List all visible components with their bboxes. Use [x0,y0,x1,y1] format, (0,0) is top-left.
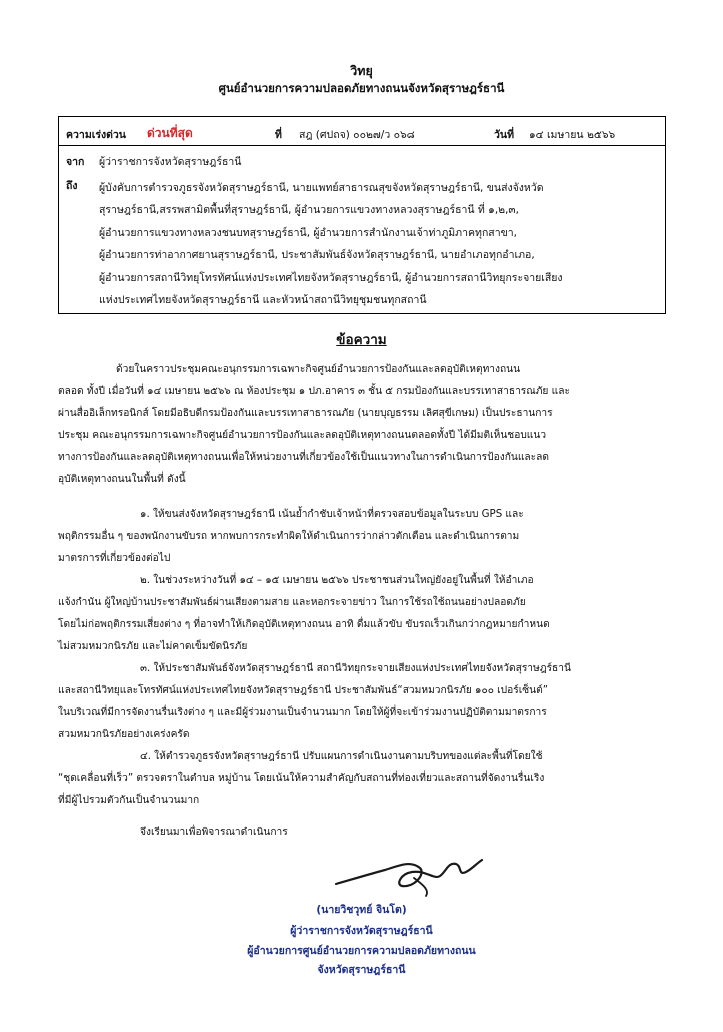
body-line: ๒. ในช่วงระหว่างวันที่ ๑๔ – ๑๕ เมษายน ๒๕๖๖ ประชาชนส่วนใหญ่ยังอยู่ในพื้นที่ ให้อำเภอ [140,575,534,586]
body-line: “ชุดเคลื่อนที่เร็ว” ตรวจตราในตำบล หมู่บ้าน โดยเน้นให้ความสำคัญกับสถานที่ท่องเที่ยวและสถานที่จัดงานรื่นเริง [58,773,545,784]
body-line: ๔. ให้ตำรวจภูธรจังหวัดสุราษฎร์ธานี ปรับแผนการดำเนินงานตามบริบทของแต่ละพื้นที่โดยใช้ [140,751,543,762]
signature-icon [330,850,490,900]
body-line: จึงเรียนมาเพื่อพิจารณาดำเนินการ [140,827,288,838]
header-box [58,116,666,314]
ref-value: สฎ (ศปถจ) ๐๐๒๗/ว ๐๖๘ [299,129,415,141]
body-line: ที่มีผู้ไปรวมตัวกันเป็นจำนวนมาก [58,795,200,806]
body-line: ๓. ให้ประชาสัมพันธ์จังหวัดสุราษฎร์ธานี สถานีวิทยุกระจายเสียงแห่งประเทศไทยจังหวัดสุราษฎร์ธานี [140,663,571,674]
recipient-line: ผู้อำนวยการสถานีวิทยุโทรทัศน์แห่งประเทศไทยจังหวัดสุราษฎร์ธานี, ผู้อำนวยการสถานีวิทยุกระจายเสียง [99,271,563,284]
box-divider [59,145,665,146]
body-line: พฤติกรรมอื่น ๆ ของพนักงานขับรถ หากพบการกระทำผิดให้ดำเนินการว่ากล่าวตักเตือน และดำเนินการตาม [58,531,520,542]
recipient-line: แห่งประเทศไทยจังหวัดสุราษฎร์ธานี และหัวหน้าสถานีวิทยุชุมชนทุกสถานี [99,293,427,306]
message-heading: ข้อความ [336,332,387,348]
body-line: ทางการป้องกันและลดอุบัติเหตุทางถนนเพื่อให้หน่วยงานที่เกี่ยวข้องใช้เป็นแนวทางในการดำเนินการป้องกันและลด [58,452,549,463]
recipient-line: สุราษฎร์ธานี,สรรพสามิตพื้นที่สุราษฎร์ธานี, ผู้อำนวยการแขวงทางหลวงสุราษฎร์ธานี ที่ ๑,๒,๓, [99,204,519,217]
body-line: ผ่านสื่ออิเล็กทรอนิกส์ โดยมีอธิบดีกรมป้องกันและบรรเทาสาธารณภัย (นายบุญธรรม เลิศสุขีเกษม) เป็นประธานการ [58,408,553,419]
body-line: ไม่สวมหมวกนิรภัย และไม่คาดเข็มขัดนิรภัย [58,641,248,652]
body-line: ตลอด ทั้งปี เมื่อวันที่ ๑๔ เมษายน ๒๕๖๖ ณ ห้องประชุม ๑ ปภ.อาคาร ๓ ชั้น ๕ กรมป้องกันและบรรเทาสาธารณภัย และ [58,386,570,397]
recipient-line: ผู้อำนวยการท่าอากาศยานสุราษฎร์ธานี, ประชาสัมพันธ์จังหวัดสุราษฎร์ธานี, นายอำเภอทุกอำเภอ, [99,249,535,262]
recipient-line: ผู้บังคับการตำรวจภูธรจังหวัดสุราษฎร์ธานี, นายแพทย์สาธารณสุขจังหวัดสุราษฎร์ธานี, ขนส่งจังหวัด [99,182,544,194]
urgency-value: ด่วนที่สุด [147,126,193,140]
body-line: ๑. ให้ขนส่งจังหวัดสุราษฎร์ธานี เน้นย้ำกำชับเจ้าหน้าที่ตรวจสอบข้อมูลในระบบ GPS และ [140,509,524,520]
body-line: สวมหมวกนิรภัยอย่างเคร่งครัด [58,729,190,740]
urgency-label: ความเร่งด่วน [66,129,126,141]
recipients [99,177,659,311]
date-label: วันที่ [494,129,514,141]
date-value: ๑๔ เมษายน ๒๕๖๖ [529,129,616,141]
signer-position: ผู้ว่าราชการจังหวัดสุราษฎร์ธานี [290,925,433,937]
signer-name: (นายวิชวุทย์ จินโต) [316,904,407,916]
from-value: ผู้ว่าราชการจังหวัดสุราษฎร์ธานี [99,156,242,168]
signer-position: ผู้อำนวยการศูนย์อำนวยการความปลอดภัยทางถนน [247,945,476,957]
body-line: โดยไม่ก่อพฤติกรรมเสี่ยงต่าง ๆ ที่อาจทำให้เกิดอุบัติเหตุทางถนน อาทิ ดื่มแล้วขับ ขับรถเร็วเกินกว่ากฎหมายกำหนด [58,619,550,630]
body-line: ในบริเวณที่มีการจัดงานรื่นเริงต่าง ๆ และมีผู้ร่วมงานเป็นจำนวนมาก โดยให้ผู้ที่จะเข้าร่วมงานปฏิบัติตามมาตรการ [58,707,547,718]
body-line: มาตรการที่เกี่ยวข้องต่อไป [58,553,171,564]
body-line: แจ้งกำนัน ผู้ใหญ่บ้านประชาสัมพันธ์ผ่านเสียงตามสาย และหอกระจายข่าว ในการใช้รถใช้ถนนอย่างปลอดภัย [58,597,526,608]
body-line: ประชุม คณะอนุกรรมการเฉพาะกิจศูนย์อำนวยการป้องกันและลดอุบัติเหตุทางถนนตลอดทั้งปี ได้มีมติเห็นชอบแนว [58,430,547,441]
document-title: วิทยุ [350,63,373,78]
to-label: ถึง [66,180,78,192]
recipient-line: ผู้อำนวยการแขวงทางหลวงชนบทสุราษฎร์ธานี, ผู้อำนวยการสำนักงานเจ้าท่าภูมิภาคทุกสาขา, [99,226,518,239]
signer-position: จังหวัดสุราษฎร์ธานี [317,964,406,976]
agency-name: ศูนย์อำนวยการความปลอดภัยทางถนนจังหวัดสุราษฎร์ธานี [218,81,505,95]
from-label: จาก [66,156,85,168]
body-line: และสถานีวิทยุและโทรทัศน์แห่งประเทศไทยจังหวัดสุราษฎร์ธานี ประชาสัมพันธ์“สวมหมวกนิรภัย ๑๐๐ เปอร์เซ็นต์” [58,685,548,696]
ref-label: ที่ [275,129,282,141]
body-line: ด้วยในคราวประชุมคณะอนุกรรมการเฉพาะกิจศูนย์อำนวยการป้องกันและลดอุบัติเหตุทางถนน [116,364,521,375]
body-line: อุบัติเหตุทางถนนในพื้นที่ ดังนี้ [58,474,186,485]
